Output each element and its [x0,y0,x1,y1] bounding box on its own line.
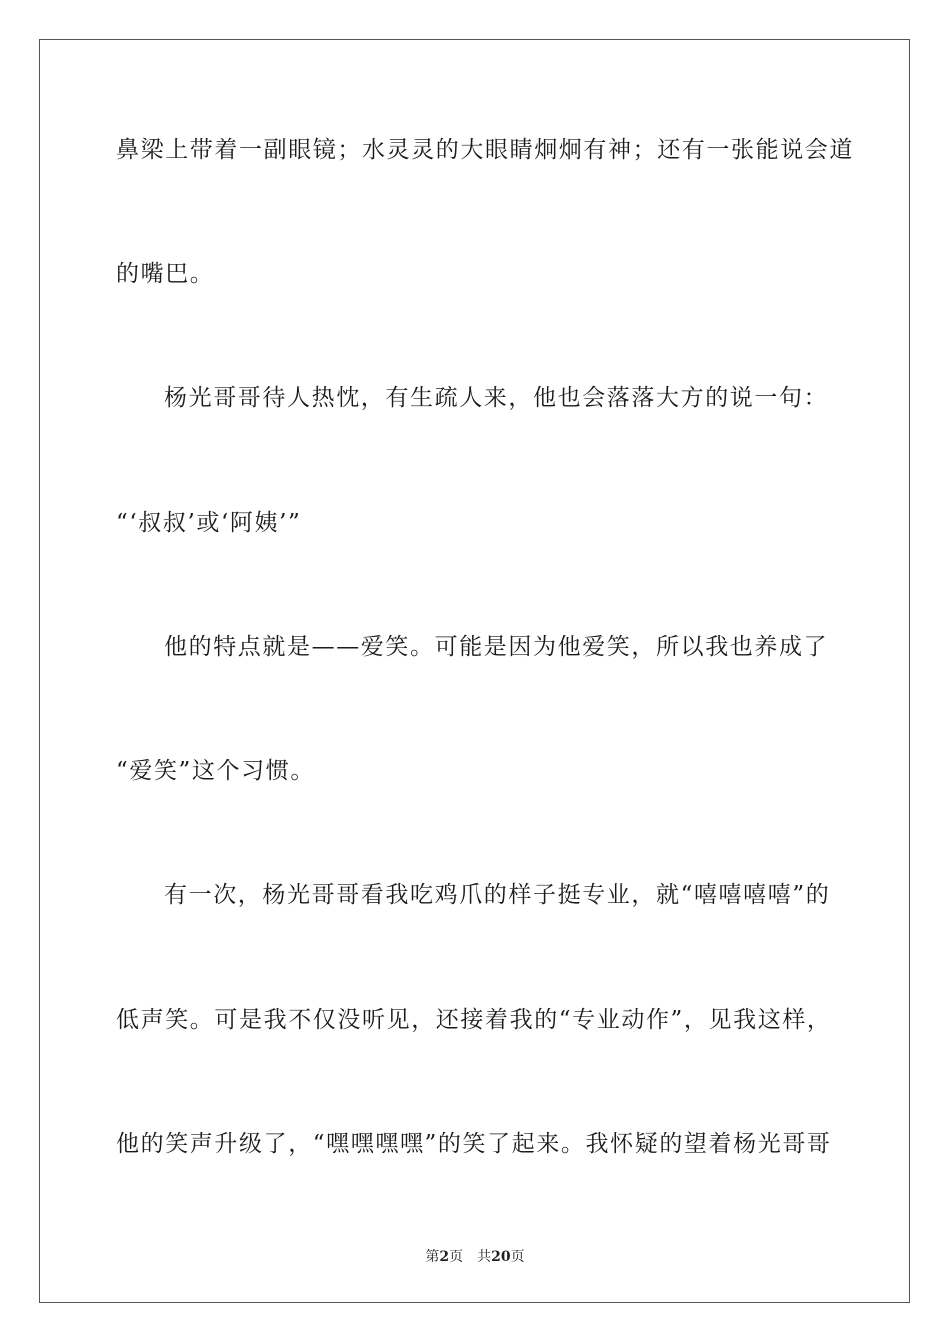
paragraph-line: 的嘴巴。 [116,261,215,287]
page-border [39,39,910,1303]
paragraph-line: 他的笑声升级了，“嘿嘿嘿嘿”的笑了起来。我怀疑的望着杨光哥哥 [116,1131,832,1157]
paragraph-line: “‘叔叔’或‘阿姨’” [116,510,302,536]
page-number: 2 [439,1249,450,1265]
total-label-suffix: 页 [510,1249,525,1265]
page-footer [0,1248,950,1266]
paragraph-line: 鼻梁上带着一副眼镜；水灵灵的大眼睛炯炯有神；还有一张能说会道 [116,137,854,163]
paragraph-line: “爱笑”这个习惯。 [116,758,315,784]
paragraph-line: 杨光哥哥待人热忱，有生疏人来，他也会落落大方的说一句： [164,385,829,411]
page-label-suffix: 页 [449,1249,464,1265]
paragraph-line: 有一次，杨光哥哥看我吃鸡爪的样子挺专业，就“嘻嘻嘻嘻”的 [164,882,831,908]
paragraph-line: 他的特点就是——爱笑。可能是因为他爱笑，所以我也养成了 [164,634,829,660]
total-label-prefix: 共 [477,1249,492,1265]
total-pages: 20 [491,1249,511,1265]
page-label-prefix: 第 [425,1249,440,1265]
paragraph-line: 低声笑。可是我不仅没听见，还接着我的“专业动作”，见我这样， [116,1007,832,1033]
